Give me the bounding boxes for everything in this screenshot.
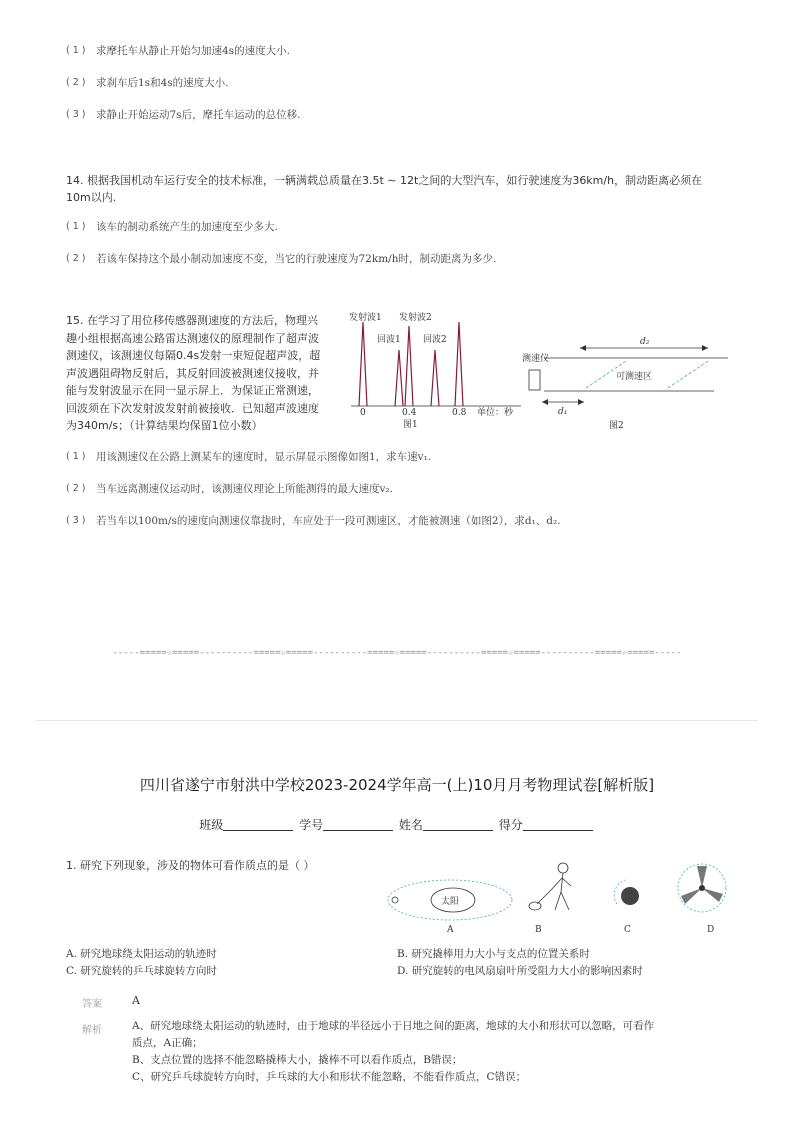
label-echo-2: 回波2: [423, 335, 447, 345]
q15-sub-3: [66, 514, 561, 528]
label-echo-1: 回波1: [377, 335, 401, 345]
fig-label-d: D: [707, 925, 715, 935]
emit-pulse-3: [455, 322, 463, 406]
q15-line: 声波遇阻碍物反射后，其反射回波被测速仪接收，并: [66, 366, 319, 380]
answer-label: 答案: [82, 999, 102, 1010]
q1-figure: [385, 856, 730, 936]
sub-number: ( 2 ): [66, 253, 86, 264]
section-separator: -----=====☆=====----------=====☆=====----------=====☆=====----------=====☆=====----------=====☆=====-----: [112, 648, 682, 658]
emit-pulse-1: [359, 322, 367, 406]
fig-label-c: C: [624, 925, 631, 935]
crowbar-person-icon: [529, 863, 571, 910]
ping-pong-ball-icon: [621, 887, 639, 905]
echo-pulse-2: [431, 350, 439, 406]
fig1-caption: 图1: [403, 420, 418, 430]
sub-number: ( 1 ): [66, 45, 86, 56]
unit-label: 单位：秒: [477, 408, 514, 418]
sub-text: 用该测速仪在公路上测某车的速度时，显示屏显示图像如图1，求车速v₁.: [96, 451, 432, 463]
name-label: 姓名: [398, 818, 423, 832]
sub-text: 若当车以100m/s的速度向测速仪靠拢时，车应处于一段可测速区，才能被测速（如图2），求d₁、d₂.: [96, 515, 561, 527]
sub-number: ( 2 ): [66, 77, 86, 88]
option-b[interactable]: B. 研究撬棒用力大小与支点的位置关系时: [397, 948, 590, 960]
q15-line: 趣小组根据高速公路雷达测速仪的原理制作了超声波: [66, 331, 319, 345]
student-info-row: [0, 816, 794, 833]
name-blank[interactable]: [423, 818, 493, 831]
label-zone: 可测速区: [616, 372, 653, 382]
q15-line: 测速仪，该测速仪每隔0.4s发射一束短促超声波，超: [66, 349, 321, 362]
q1-stem: 1. 研究下列现象，涉及的物体可看作质点的是（ ）: [66, 859, 315, 872]
label-d2: d₂: [640, 337, 650, 347]
page-divider: [36, 720, 758, 721]
q15-line: 回波须在下次发射波发射前被接收．已知超声波速度: [66, 401, 319, 415]
sub-text: 当车远离测速仪运动时，该测速仪理论上所能测得的最大速度v₂.: [96, 483, 393, 495]
id-label: 学号: [299, 818, 324, 832]
option-d[interactable]: D. 研究旋转的电风扇扇叶所受阻力大小的影响因素时: [397, 965, 643, 977]
emit-pulse-2: [405, 326, 413, 406]
q15-line: 为340m/s；（计算结果均保留1位小数）: [66, 419, 263, 432]
answer-value: A: [132, 994, 140, 1007]
label-device: 测速仪: [522, 354, 550, 364]
sub-text: 求静止开始运动7s后，摩托车运动的总位移.: [96, 109, 301, 121]
analysis-line: A、研究地球绕太阳运动的轨迹时，由于地球的半径远小于日地之间的距离，地球的大小和形状可以忽略，可看作: [132, 1020, 655, 1032]
fig2-caption: 图2: [609, 421, 624, 430]
q15-stem: [66, 312, 346, 435]
q14-sub-2: [66, 252, 496, 266]
q15-sub-2: [66, 482, 393, 496]
class-blank[interactable]: [223, 818, 293, 831]
pulse-figure: [345, 308, 525, 430]
q15-sub-1: [66, 450, 431, 464]
q13-sub-3: [66, 108, 300, 122]
tick-0: 0: [360, 408, 366, 418]
label-d1: d₁: [558, 407, 568, 417]
sub-text: 若该车保持这个最小制动加速度不变，当它的行驶速度为72km/h时，制动距离为多少.: [96, 253, 497, 265]
sub-number: ( 2 ): [66, 483, 86, 494]
tick-0-4: 0.4: [402, 408, 417, 418]
q13-sub-1: [66, 44, 290, 58]
id-blank[interactable]: [323, 818, 393, 831]
option-c[interactable]: C. 研究旋转的乒乓球旋转方向时: [66, 965, 217, 977]
label-emit-1: 发射波1: [349, 313, 382, 323]
fig-label-a: A: [447, 925, 454, 935]
q14-stem: [66, 172, 746, 206]
score-label: 得分: [498, 818, 523, 832]
analysis-text: [132, 1018, 732, 1086]
q14-sub-1: [66, 220, 278, 234]
option-a[interactable]: A. 研究地球绕太阳运动的轨迹时: [66, 948, 217, 960]
fig-label-b: B: [535, 925, 542, 935]
tick-0-8: 0.8: [452, 408, 467, 418]
class-label: 班级: [199, 818, 224, 832]
zone-figure: [518, 332, 733, 430]
earth-icon: [392, 897, 398, 903]
analysis-line: B、支点位置的选择不能忽略撬棒大小，撬棒不可以看作质点，B错误；: [132, 1054, 463, 1066]
sub-text: 求刹车后1s和4s的速度大小.: [96, 77, 229, 89]
sub-number: ( 1 ): [66, 221, 86, 232]
sun-label: 太阳: [441, 897, 460, 907]
sub-number: ( 1 ): [66, 451, 86, 462]
fan-icon: [678, 864, 726, 912]
sub-number: ( 3 ): [66, 109, 86, 120]
sub-number: ( 3 ): [66, 515, 86, 526]
device-box: [529, 370, 540, 390]
q15-line: 能与发射波显示在同一显示屏上．为保证正常测速，: [66, 384, 319, 397]
echo-pulse-1: [395, 350, 403, 406]
score-blank[interactable]: [523, 818, 593, 831]
analysis-label: 解析: [82, 1025, 102, 1036]
q14-line-2: 10m以内.: [66, 191, 117, 204]
exam-title: 四川省遂宁市射洪中学校2023-2024学年高一(上)10月月考物理试卷[解析版]: [139, 776, 655, 794]
analysis-line: C、研究乒乓球旋转方向时，乒乓球的大小和形状不能忽略，不能看作质点，C错误；: [132, 1071, 527, 1083]
q14-line-1: 14. 根据我国机动车运行安全的技术标准，一辆满载总质量在3.5t ∼ 12t之间的大型汽车，如行驶速度为36km/h，制动距离必须在: [66, 174, 703, 187]
q15-line: 15. 在学习了用位移传感器测速度的方法后，物理兴: [66, 314, 318, 327]
analysis-line: 质点，A正确；: [132, 1037, 203, 1049]
label-emit-2: 发射波2: [399, 313, 432, 323]
sub-text: 该车的制动系统产生的加速度至少多大.: [96, 221, 278, 233]
q13-sub-2: [66, 76, 228, 90]
sub-text: 求摩托车从静止开始匀加速4s的速度大小.: [96, 45, 290, 57]
